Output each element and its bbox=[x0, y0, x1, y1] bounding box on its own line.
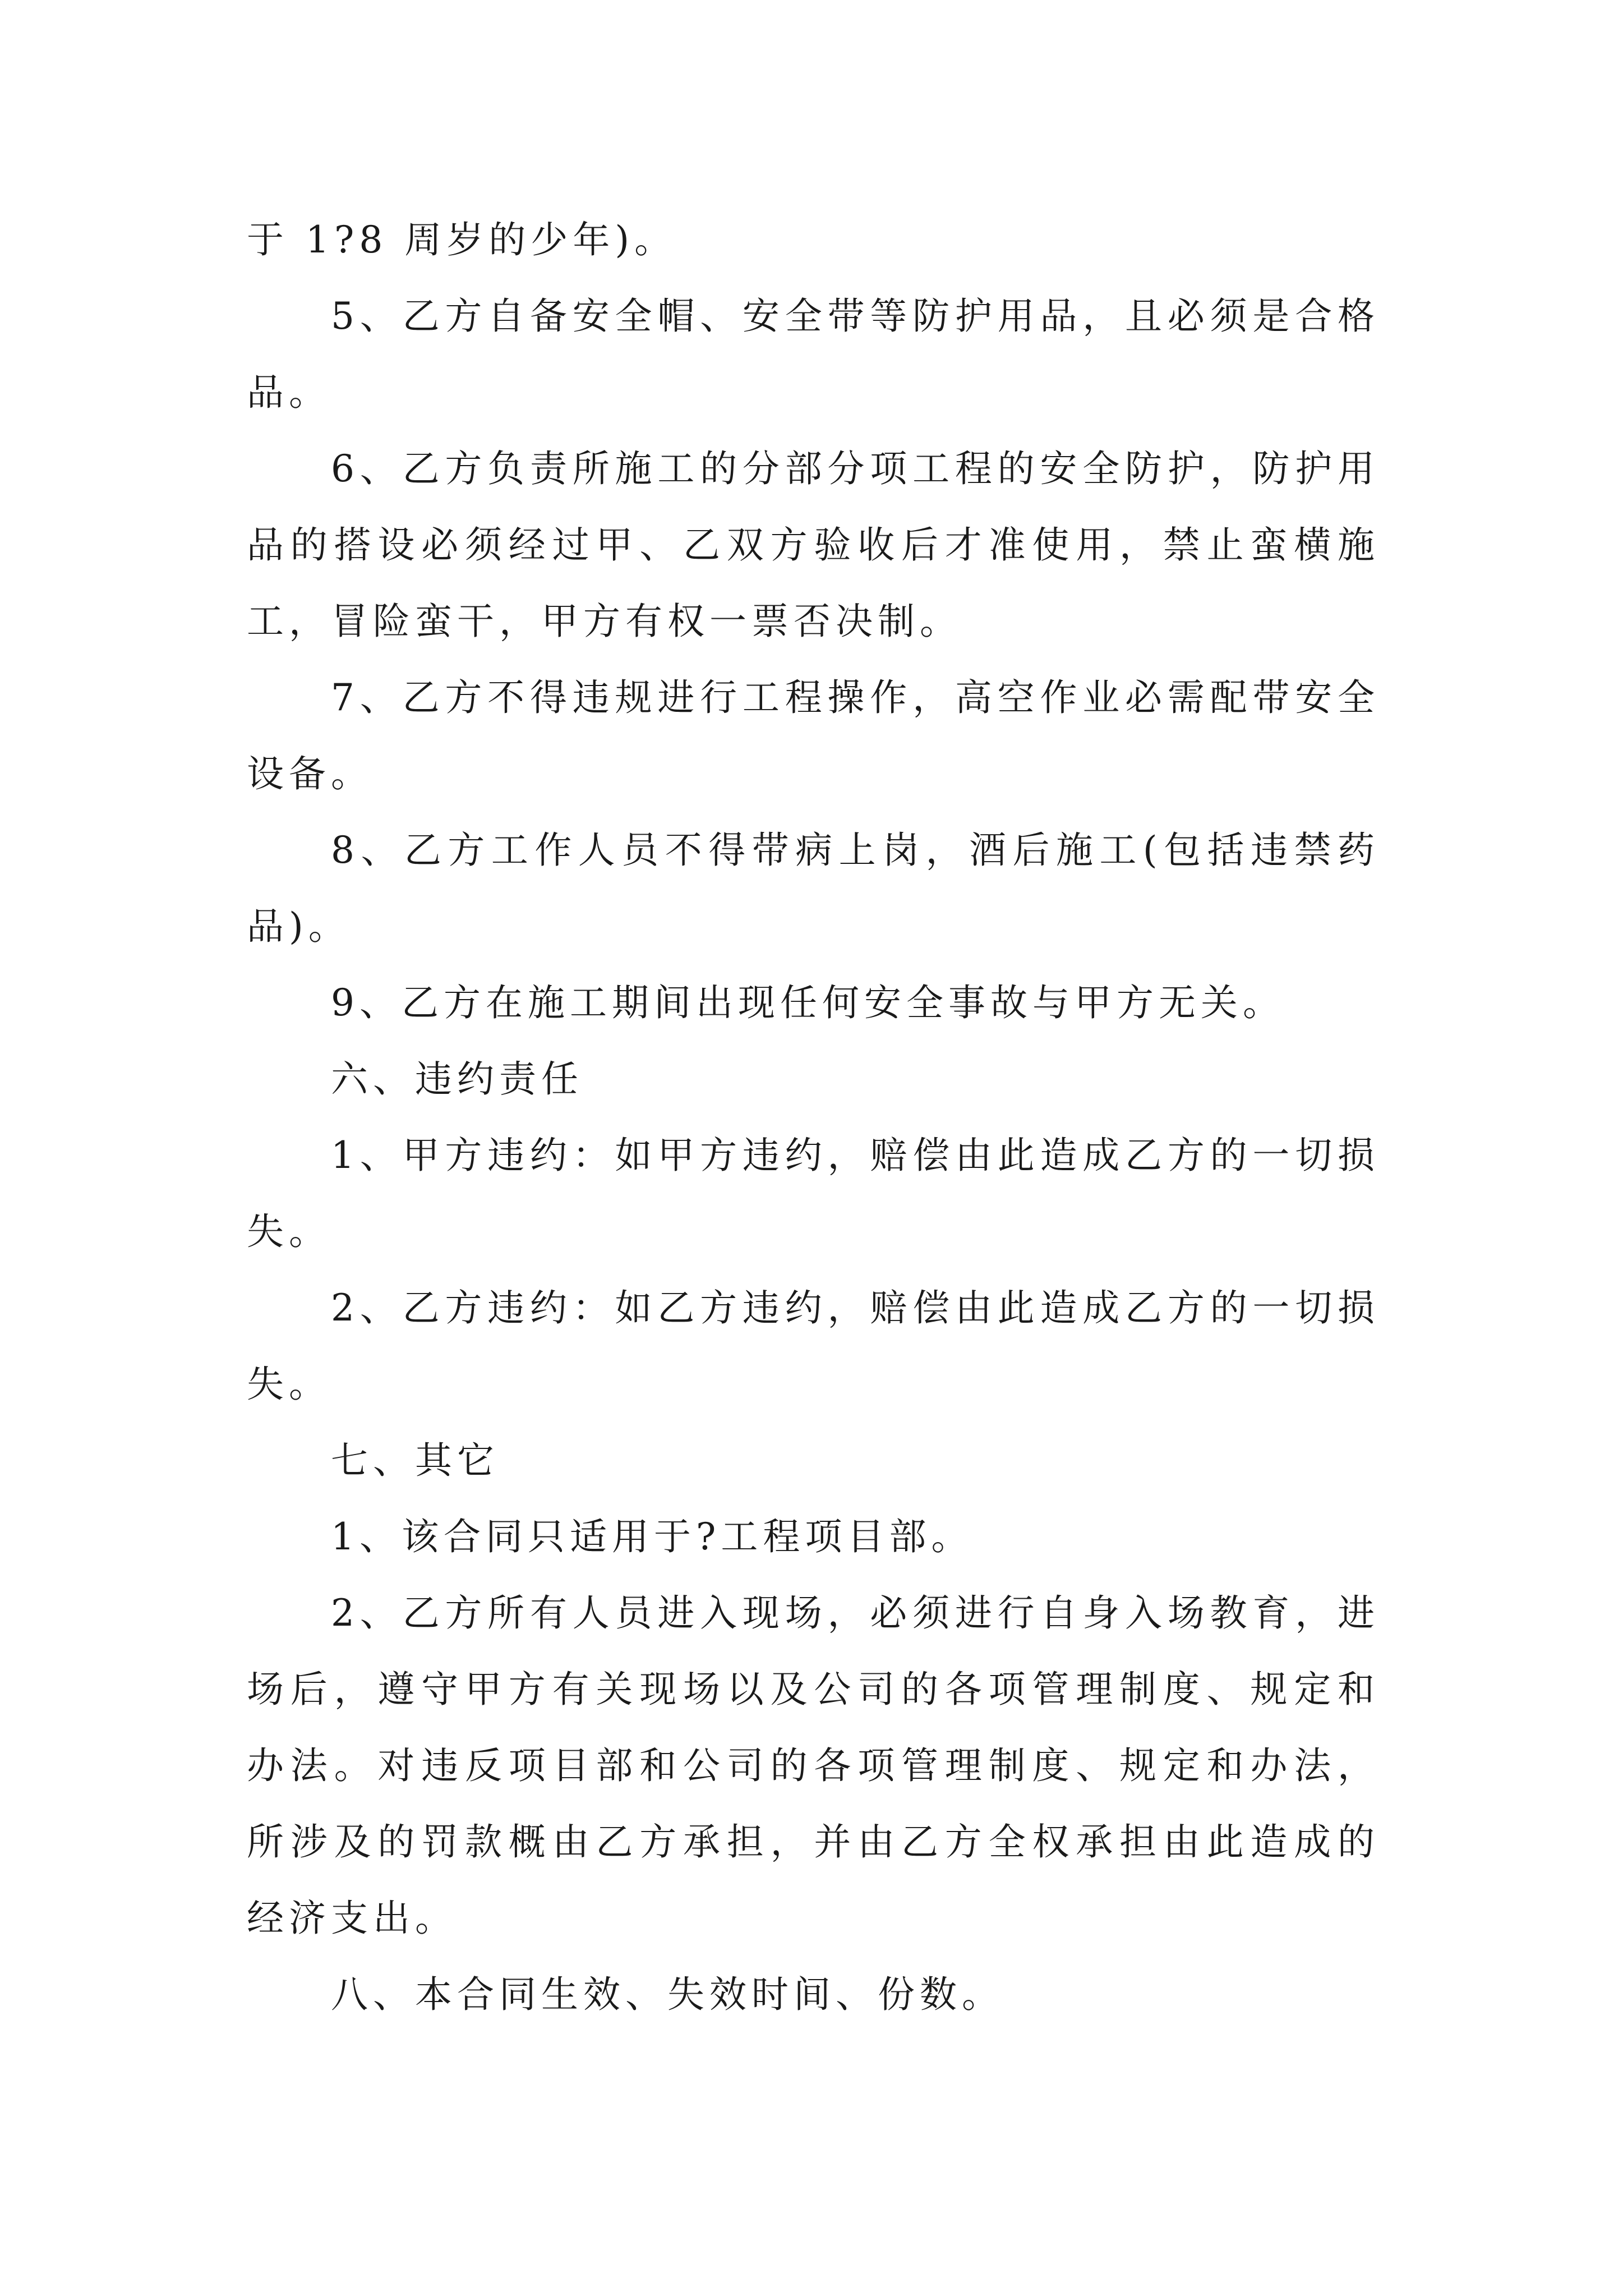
section-heading-other: 七、其它 bbox=[331, 1439, 499, 1482]
paragraph-other-1: 1、该合同只适用于?工程项目部。 bbox=[331, 1515, 974, 1558]
paragraph-other-2: 2、乙方所有人员进入现场，必须进行自身入场教育，进场后，遵守甲方有关现场以及公司的各项管理制度、规定和办法。对违反项目部和公司的各项管理制度、规定和办法，所涉及的罚款概由乙方承担，并由乙方全权承担由此造成的经济支出。 bbox=[247, 1591, 1380, 1940]
paragraph-clause-7: 7、乙方不得违规进行工程操作，高空作业必需配带安全设备。 bbox=[247, 676, 1380, 795]
section-heading-liability: 六、违约责任 bbox=[331, 1057, 583, 1101]
paragraph-clause-9: 9、乙方在施工期间出现任何安全事故与甲方无关。 bbox=[331, 981, 1285, 1024]
paragraph-age-continuation: 于 1?8 周岁的少年)。 bbox=[247, 218, 677, 261]
paragraph-clause-8: 8、乙方工作人员不得带病上岗，酒后施工(包括违禁药品)。 bbox=[247, 829, 1380, 948]
paragraph-liability-party-a: 1、甲方违约：如甲方违约，赔偿由此造成乙方的一切损失。 bbox=[247, 1134, 1380, 1253]
paragraph-clause-5: 5、乙方自备安全帽、安全带等防护用品，且必须是合格品。 bbox=[247, 295, 1380, 414]
section-heading-effective: 八、本合同生效、失效时间、份数。 bbox=[331, 1973, 1004, 2016]
paragraph-liability-party-b: 2、乙方违约：如乙方违约，赔偿由此造成乙方的一切损失。 bbox=[247, 1286, 1380, 1406]
paragraph-clause-6: 6、乙方负责所施工的分部分项工程的安全防护，防护用品的搭设必须经过甲、乙双方验收后才准使用，禁止蛮横施工，冒险蛮干，甲方有权一票否决制。 bbox=[247, 447, 1380, 643]
document-body bbox=[247, 202, 1380, 2033]
